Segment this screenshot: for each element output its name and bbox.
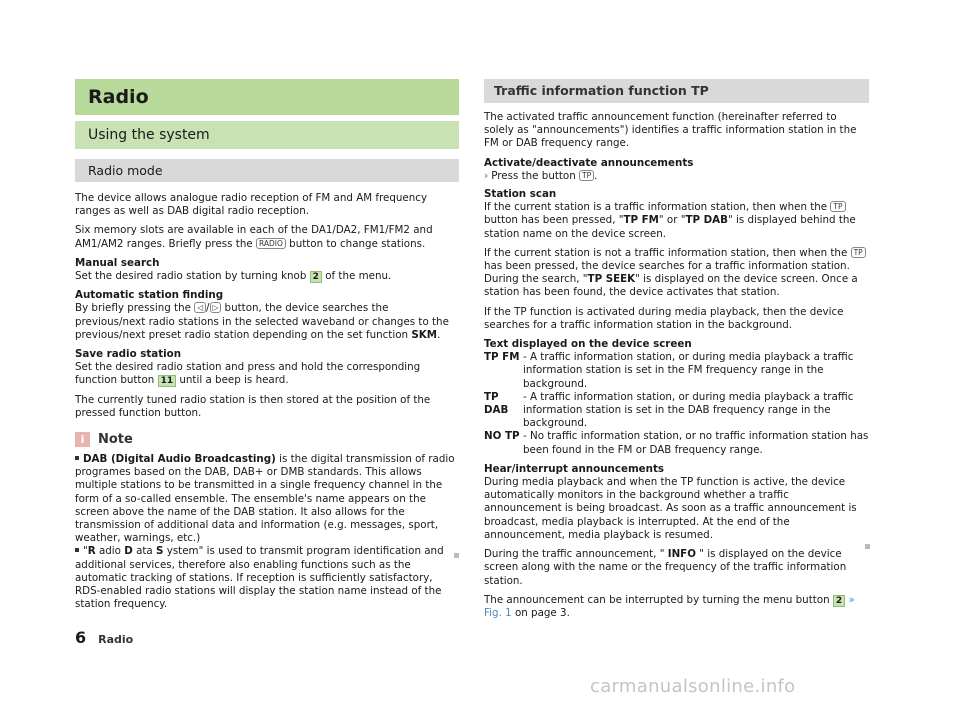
tp-key-icon: TP — [851, 247, 866, 258]
paragraph: The activated traffic announcement function (hereinafter referred to solely as "announcements") identifies a traffic information station in the FM or DAB frequency range. — [484, 111, 857, 150]
hear-interrupt-title: Hear/interrupt announcements — [484, 462, 665, 475]
definition-row: NO TP - No traffic information station, or no traffic information station has been found in the FM or DAB frequency range. — [484, 430, 869, 456]
page-footer — [75, 628, 133, 647]
paragraph: Set the desired radio station by turning knob 2 of the menu. — [75, 270, 392, 283]
paragraph: If the current station is a traffic information station, then when the TPbutton has been pressed, "TP FM" or "TP DAB" is displayed behind the station name on the device screen. — [484, 201, 856, 240]
knob-number-badge: 2 — [310, 271, 322, 283]
note-item: "R adio D ata S ystem" is used to transmit program identification and additional services, therefore also enabling functions such as the automatic tracking of stations. If reception is sufficiently satisfactory, RDS-enabled radio stations will display the station name instead of the station frequency. — [75, 545, 444, 611]
radio-key-icon: RADIO — [256, 238, 286, 249]
section-title: Traffic information function TP — [484, 79, 869, 103]
instruction-step: › Press the button TP . — [484, 169, 598, 182]
tp-key-icon: TP — [579, 170, 594, 181]
paragraph: The currently tuned radio station is then stored at the position of the pressed function button. — [75, 393, 431, 419]
definition-row: TP DAB - A traffic information station, or during media playback a traffic information station is set in the DAB frequency range in the background. — [484, 390, 854, 430]
function-button-badge: 11 — [158, 375, 177, 387]
end-marker-icon — [454, 553, 459, 558]
left-column — [75, 79, 459, 611]
page-number: 6 — [75, 628, 87, 647]
paragraph: The device allows analogue radio reception of FM and AM frequency ranges as well as DAB digital radio reception. — [75, 192, 428, 218]
bullet-icon — [75, 456, 79, 460]
station-scan-title: Station scan — [484, 188, 557, 201]
figure-link[interactable]: » Fig. 1 — [484, 593, 855, 619]
previous-key-icon: ◁ — [194, 302, 206, 313]
paragraph: If the TP function is activated during media playback, then the device searches for a traffic information station in the background. — [484, 305, 844, 331]
footer-section: Radio — [98, 633, 134, 646]
menu-button-badge: 2 — [833, 595, 845, 607]
paragraph: Six memory slots are available in each of the DA1/DA2, FM1/FM2 and AM1/AM2 ranges. Briefly press the RADIO button to change stations. — [75, 224, 433, 250]
step-arrow-icon: › — [484, 169, 489, 182]
paragraph: Set the desired radio station and press and hold the corresponding function button 11 until a beep is heard. — [75, 361, 421, 387]
chapter-title: Radio — [75, 79, 459, 115]
watermark: carmanualsonline.info — [590, 676, 796, 697]
note-header — [75, 432, 459, 447]
manual-search-title: Manual search — [75, 256, 160, 269]
text-displayed-title: Text displayed on the device screen — [484, 338, 692, 351]
activate-title: Activate/deactivate announcements — [484, 156, 694, 169]
auto-finding-title: Automatic station finding — [75, 289, 224, 302]
end-marker-icon — [865, 544, 870, 549]
subsection-title: Radio mode — [75, 159, 459, 182]
definition-row: TP FM - A traffic information station, or during media playback a traffic information station is set in the FM frequency range in the background. — [484, 351, 854, 390]
tp-key-icon: TP — [830, 201, 845, 212]
right-column — [484, 79, 869, 626]
section-title: Using the system — [75, 121, 459, 149]
save-station-title: Save radio station — [75, 348, 182, 361]
paragraph: If the current station is not a traffic information station, then when the TPhas been pressed, the device searches for a traffic information station. During the search, "TP SEEK" is displayed on the device screen. Once a station has been found, the device activates that station. — [484, 247, 869, 300]
paragraph: During the traffic announcement, " INFO " is displayed on the device screen along with the name or the frequency of the traffic information station. — [484, 548, 847, 587]
bullet-icon — [75, 548, 79, 552]
next-key-icon: ▷ — [210, 302, 222, 313]
note-item: DAB (Digital Audio Broadcasting) is the digital transmission of radio programes based on the DAB, DAB+ or DMB standards. This allows multiple stations to be transmitted in a single frequency channel in the form of a so-called ensemble. The ensemble's name appears on the screen above the name of the DAB station. It also allows for the transmission of additional data and information (e.g. messages, sport, weather, warnings, etc.) — [75, 453, 455, 545]
paragraph: During media playback and when the TP function is active, the device automatically monitors in the background whether a traffic announcement is being broadcast. As soon as a traffic announcement is broadcast, media playback is interrupted. At the end of the announcement, media playback is resumed. — [484, 476, 857, 541]
info-icon: i — [75, 432, 90, 447]
note-title: Note — [98, 431, 133, 447]
paragraph: The announcement can be interrupted by turning the menu button 2 » Fig. 1 on page 3. — [484, 593, 855, 619]
paragraph: By briefly pressing the ◁ / ▷ button, the device searches the previous/next radio stations in the selected waveband or changes to the previous/next preset radio station depending on the set function SKM. — [75, 302, 449, 341]
